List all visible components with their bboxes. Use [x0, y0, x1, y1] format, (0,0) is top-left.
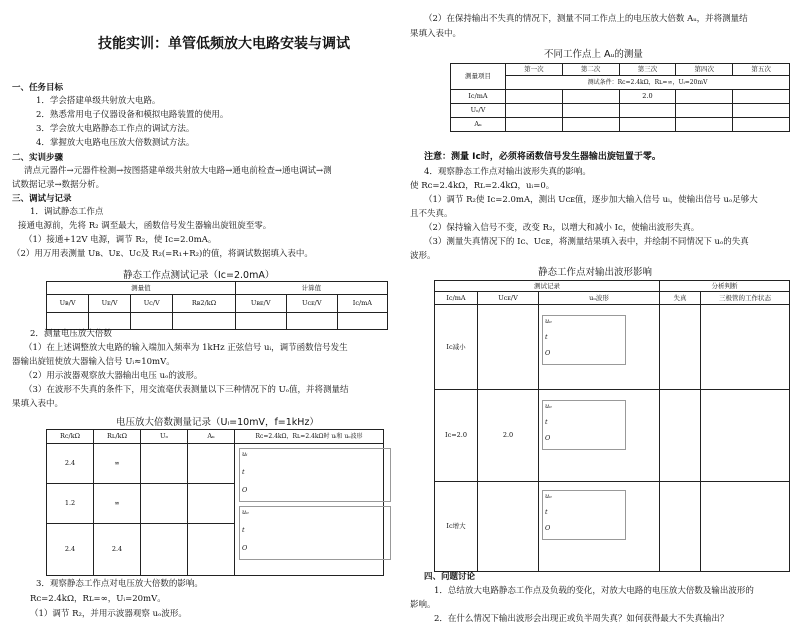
right-line: 波形。 [410, 251, 436, 261]
goal-item: 3．学会放大电路静态工作点的调试方法。 [36, 124, 195, 134]
debug-line: 果填入表中。 [12, 399, 64, 409]
discussion-line: 1．总结放大电路静态工作点及负载的变化，对放大电路的电压放大倍数及输出波形的 [434, 586, 754, 596]
section-heading-goals: 一、任务目标 [12, 83, 64, 93]
table-header: Iᴄ/mA [435, 292, 478, 305]
table-cell: 1.2 [47, 484, 94, 524]
table-cell: ∞ [94, 484, 141, 524]
table-group-header: 测试记录 [435, 281, 660, 292]
table-group-header: 计算值 [235, 282, 387, 295]
right-line: （2）在保持输出不失真的情况下，测量不同工作点上的电压放大倍数 Aᵤ，并将测量结 [424, 14, 748, 24]
table-header: Uᴄ/V [131, 295, 173, 313]
page-title: 技能实训：单管低频放大电路安装与调试 [98, 36, 350, 52]
table-cell: 2.4 [47, 444, 94, 484]
table-header: uₒ波形 [539, 292, 660, 305]
row-header: Uₒ/V [451, 104, 506, 118]
goal-item: 2．熟悉常用电子仪器设备和模拟电路装置的使用。 [36, 110, 229, 120]
table4-caption: 静态工作点对输出波形影响 [538, 267, 653, 278]
voltage-gain-table [46, 429, 384, 576]
output-waveform-grid [239, 506, 391, 560]
debug-line: 接通电源前，先将 R₂ 调至最大，函数信号发生器输出旋钮旋至零。 [18, 221, 272, 231]
table-corner: 测量项目 [451, 64, 506, 90]
table-group-header: 分析判断 [660, 281, 790, 292]
table-header: Rᴄ/kΩ [47, 430, 94, 444]
table-cell: ∞ [94, 444, 141, 484]
table-header: 第四次 [676, 64, 733, 76]
goal-item: 4．掌握放大电路电压放大倍数测试方法。 [36, 138, 195, 148]
right-line: （2）保持输入信号不变，改变 R₂，以增大和减小 Iᴄ，使输出波形失真。 [424, 223, 700, 233]
wave-label: t [242, 468, 245, 476]
table-header: Iᴄ/mA [337, 295, 387, 313]
right-line: （3）测量失真情况下的 Iᴄ、Uᴄᴇ，将测量结果填入表中，并绘制不同情况下 uₒ的失真 [424, 237, 749, 247]
section-heading-debug: 三、调试与记录 [12, 194, 72, 204]
table-cell [478, 482, 539, 572]
table-cell: 2.0 [619, 90, 676, 104]
table-header: 第三次 [619, 64, 676, 76]
table-cell: 2.4 [94, 524, 141, 576]
table-header: 三极管的工作状态 [701, 292, 790, 305]
wave-label: O [242, 544, 248, 552]
debug-line: （2）用万用表测量 Uʙ、Uᴇ、Uᴄ及 R₂(=R₁+R₂)的值，将调试数据填入表中。 [12, 249, 313, 259]
waveform-cell [235, 444, 384, 576]
table-header: Rʟ/kΩ [94, 430, 141, 444]
right-line: 果填入表中。 [410, 29, 462, 39]
debug-line: 3．观察静态工作点对电压放大倍数的影响。 [36, 579, 203, 589]
wave-label: uₒ [242, 508, 249, 516]
table1-caption: 静态工作点测试记录（Iᴄ=2.0mA） [123, 270, 275, 281]
note-text: 注意：测量 Iᴄ时，必须将函数信号发生器输出旋钮置于零。 [424, 152, 661, 162]
table-cell: 2.0 [478, 390, 539, 482]
wave-label: t [545, 333, 548, 341]
row-header: Iᴄ/mA [451, 90, 506, 104]
static-point-table [46, 281, 388, 330]
right-line: （1）调节 R₂使 Iᴄ=2.0mA，测出 Uᴄᴇ值，逐步加大输入信号 uᵢ，使输出信号 uₒ足够大 [424, 195, 758, 205]
steps-line: 清点元器件→元器件检测→按图搭建单级共射放大电路→通电前检查→通电调试→测 [24, 166, 332, 176]
table-header: 第五次 [733, 64, 790, 76]
waveform-effect-table [434, 280, 790, 572]
debug-line: （1）接通+12V 电源，调节 R₂，使 Iᴄ=2.0mA。 [24, 235, 217, 245]
table-cell [478, 305, 539, 390]
table-cell: Iᴄ=2.0 [435, 390, 478, 482]
wave-label: uₒ [545, 492, 552, 500]
gain-by-operating-point-table [450, 63, 790, 132]
wave-label: t [545, 418, 548, 426]
discussion-line: 2．在什么情况下输出波形会出现正或负半周失真？如何获得最大不失真输出？ [434, 614, 729, 624]
debug-line: 2．测量电压放大倍数 [30, 329, 112, 339]
right-line: 4．观察静态工作点对输出波形失真的影响。 [424, 167, 591, 177]
wave-label: t [545, 508, 548, 516]
table-group-header: 测量值 [47, 282, 236, 295]
table-cell: Iᴄ增大 [435, 482, 478, 572]
table-header: Uᴄᴇ/V [286, 295, 337, 313]
wave-label: O [545, 524, 551, 532]
table-header: Uₒ [141, 430, 188, 444]
debug-line: （2）用示波器观察放大器输出电压 uₒ的波形。 [24, 371, 203, 381]
wave-label: O [242, 486, 248, 494]
table-header: 第二次 [562, 64, 619, 76]
table-header: 第一次 [506, 64, 563, 76]
wave-label: O [545, 434, 551, 442]
table-header: Aᵤ [188, 430, 235, 444]
table-condition: 测试条件：Rᴄ=2.4kΩ，Rʟ=∞，Uᵢ=20mV [506, 76, 790, 90]
output-waveform-grid [542, 315, 626, 365]
waveform-cell [539, 305, 660, 390]
debug-line: 1．调试静态工作点 [30, 207, 104, 217]
table2-caption: 电压放大倍数测量记录（Uᵢ=10mV，f=1kHz） [116, 417, 319, 428]
input-waveform-grid [239, 448, 391, 502]
wave-label: O [545, 349, 551, 357]
wave-label: t [242, 526, 245, 534]
waveform-cell [539, 482, 660, 572]
table-header: 失真 [660, 292, 701, 305]
debug-line: 器输出旋钮使放大器输入信号 Uᵢ≈10mV。 [12, 357, 175, 367]
steps-line: 试数据记录→数据分析。 [12, 180, 105, 190]
table-header: Uᴇ/V [89, 295, 131, 313]
section-heading-steps: 二、实训步骤 [12, 153, 64, 163]
output-waveform-grid [542, 400, 626, 450]
wave-label: uᵢ [242, 450, 248, 458]
debug-line: （1）调节 R₂，并用示波器观察 uₒ波形。 [30, 609, 187, 619]
right-line: 使 Rᴄ=2.4kΩ，Rʟ=2.4kΩ，uᵢ=0。 [410, 181, 555, 191]
waveform-cell [539, 390, 660, 482]
debug-line: Rᴄ=2.4kΩ，Rʟ=∞，Uᵢ=20mV。 [30, 594, 166, 604]
right-line: 且不失真。 [410, 209, 453, 219]
table-header: Rᴄ=2.4kΩ，Rʟ=2.4kΩ时 uᵢ和 uₒ波形 [235, 430, 384, 444]
table3-caption: 不同工作点上 Aᵤ的测量 [544, 49, 643, 60]
table-header: Uᴄᴇ/V [478, 292, 539, 305]
output-waveform-grid [542, 490, 626, 540]
wave-label: uₒ [545, 317, 552, 325]
goal-item: 1．学会搭建单级共射放大电路。 [36, 96, 161, 106]
section-heading-discussion: 四、问题讨论 [424, 572, 476, 582]
table-header: Rʙ2/kΩ [173, 295, 235, 313]
wave-label: uₒ [545, 402, 552, 410]
table-header: Uʙ/V [47, 295, 89, 313]
debug-line: （1）在上述调整放大电路的输入端加入频率为 1kHz 正弦信号 uᵢ，调节函数信号发生 [24, 343, 348, 353]
table-header: Uʙᴇ/V [235, 295, 286, 313]
table-cell: Iᴄ减小 [435, 305, 478, 390]
debug-line: （3）在波形不失真的条件下，用交流毫伏表测量以下三种情况下的 Uₒ值，并将测量结 [24, 385, 349, 395]
row-header: Aᵤ [451, 118, 506, 132]
table-cell: 2.4 [47, 524, 94, 576]
discussion-line: 影响。 [410, 600, 436, 610]
